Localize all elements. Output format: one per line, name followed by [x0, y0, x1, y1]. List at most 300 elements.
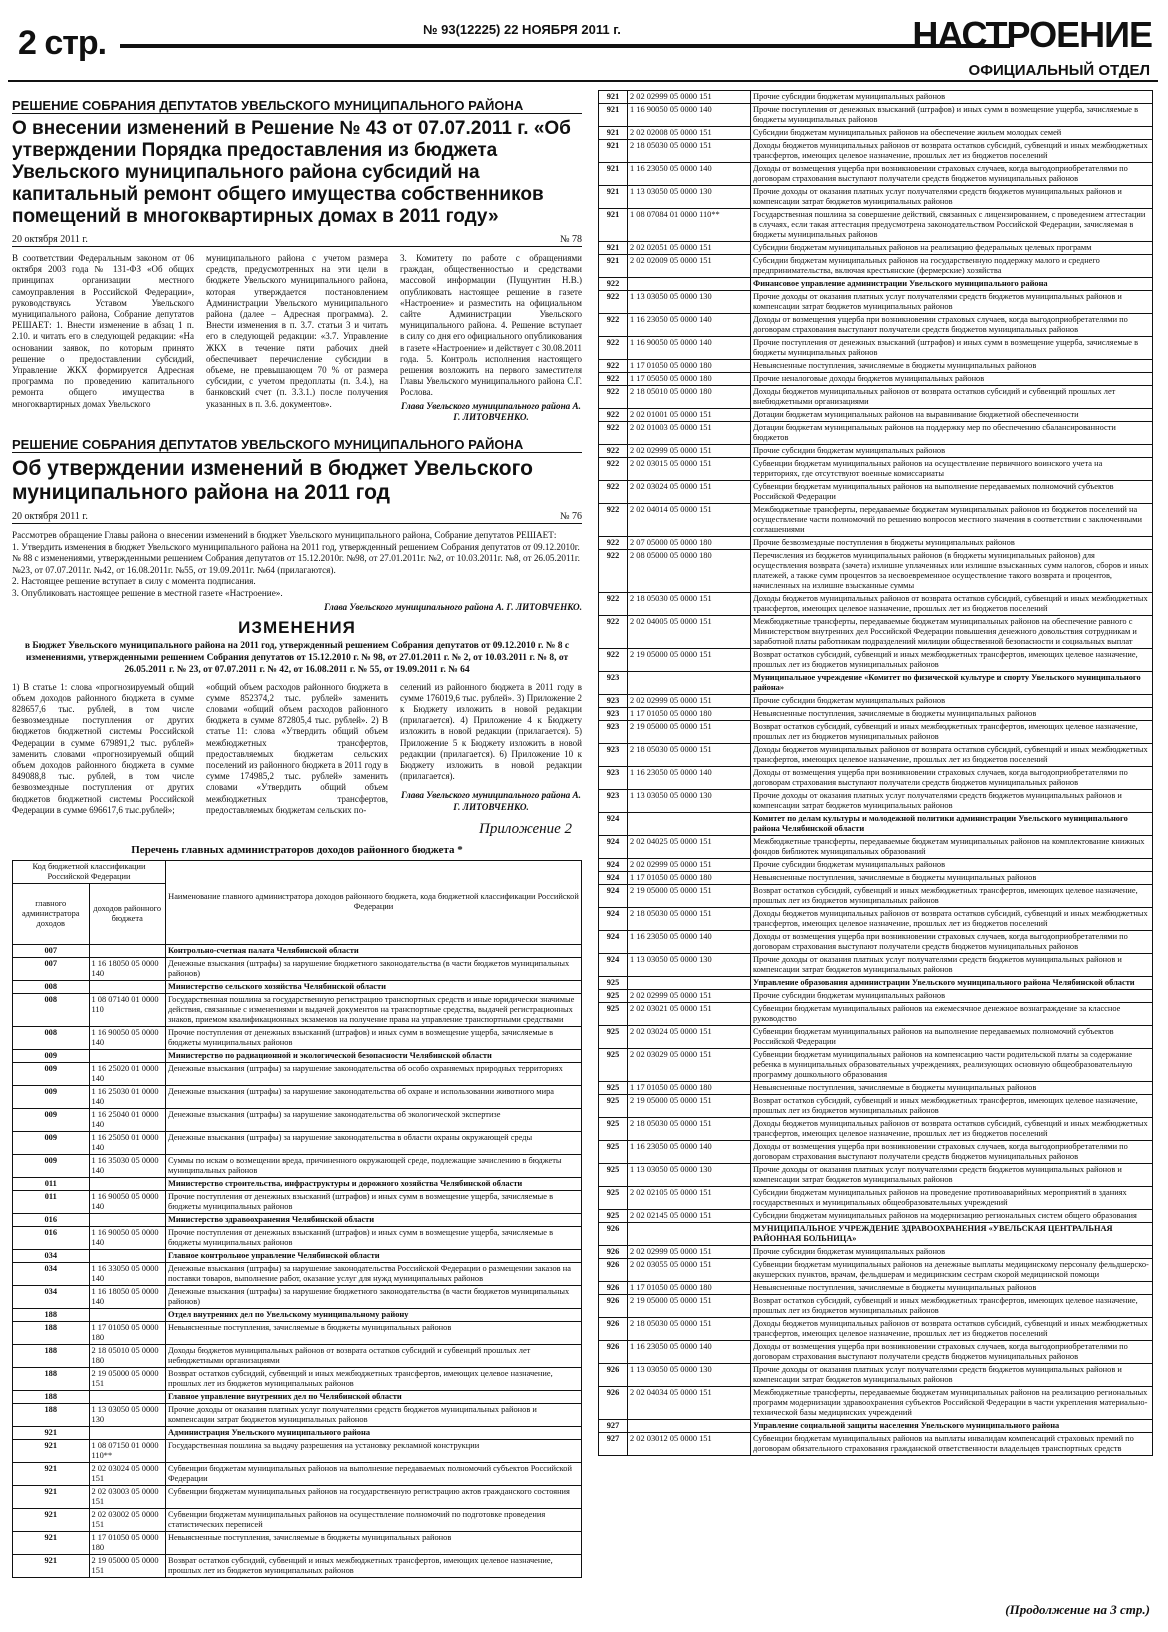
income-code-cell: 1 17 01050 05 0000 180	[89, 1531, 166, 1554]
income-code-cell	[628, 278, 751, 291]
income-code-cell: 1 16 23050 05 0000 140	[628, 314, 751, 337]
table-row	[13, 1308, 582, 1321]
income-code-cell: 2 02 02999 05 0000 151	[628, 445, 751, 458]
income-code-cell: 2 19 05000 05 0000 151	[628, 721, 751, 744]
table-row	[599, 1049, 1153, 1082]
admin-code-cell: 034	[13, 1249, 90, 1262]
doc2-body	[12, 530, 582, 600]
income-code-cell	[89, 980, 166, 993]
admin-code-cell: 925	[599, 990, 628, 1003]
admin-code-cell: 924	[599, 859, 628, 872]
income-code-cell: 1 13 03050 05 0000 130	[628, 1164, 751, 1187]
doc1-rubric: РЕШЕНИЕ СОБРАНИЯ ДЕПУТАТОВ УВЕЛЬСКОГО МУНИЦИПАЛЬНОГО РАЙОНА	[12, 98, 582, 114]
income-name-cell: Возврат остатков субсидий, субвенций и иных межбюджетных трансфертов, имеющих целевое назначение, прошлых лет из бюджетов муниципальных районов	[751, 1095, 1153, 1118]
income-code-cell: 2 02 03029 05 0000 151	[628, 1049, 751, 1082]
income-name-cell: Министерство здравоохранения Челябинской области	[166, 1213, 582, 1226]
admin-code-cell: 924	[599, 908, 628, 931]
doc1-number: № 78	[559, 234, 582, 245]
income-name-cell: Прочие поступления от денежных взысканий (штрафов) и иных сумм в возмещение ущерба, зачисляемые в бюджеты муниципальных районов	[166, 1026, 582, 1049]
changes-subtitle: в Бюджет Увельского муниципального района на 2011 год, утвержденный решением Собрания депутатов от 09.12.2010 г. № 8 с изменениями, утвержденными решением Собрания депутатов от 15.12.2010 г. № 98, от 27.01.2011 г. № 2, от 10.03.2011 г. № 8, от 26.05.2011 г. № 23, от 07.07.2011 г. № 42, от 16.08.2011 г. № 55, от 19.09.2011 г. № 64	[24, 640, 570, 675]
income-name-cell: Доходы бюджетов муниципальных районов от возврата остатков субсидий и субвенций прошлых лет небюджетными организациями	[166, 1344, 582, 1367]
table-header-row	[13, 860, 582, 883]
admin-code-cell: 924	[599, 931, 628, 954]
income-code-cell: 1 08 07084 01 0000 110**	[628, 209, 751, 242]
table-row	[599, 386, 1153, 409]
income-code-cell: 2 18 05010 05 0000 180	[89, 1344, 166, 1367]
table-row	[599, 1246, 1153, 1259]
admin-code-cell: 926	[599, 1246, 628, 1259]
admin-code-cell: 016	[13, 1213, 90, 1226]
table-row	[599, 593, 1153, 616]
income-code-cell: 2 18 05010 05 0000 180	[628, 386, 751, 409]
income-name-cell: Субсидии бюджетам муниципальных районов на реализацию федеральных целевых программ	[751, 242, 1153, 255]
admin-code-cell: 925	[599, 1026, 628, 1049]
table-row	[599, 209, 1153, 242]
income-name-cell: Субсидии бюджетам муниципальных районов на модернизацию региональных систем общего образования	[751, 1210, 1153, 1223]
income-name-cell: Доходы от возмещения ущерба при возникновении страховых случаев, когда выгодоприобретателями по договорам страхования выступают получатели средств бюджетов муниципальных районов	[751, 1341, 1153, 1364]
admin-code-cell: 924	[599, 836, 628, 859]
masthead	[8, 6, 1158, 70]
income-code-cell: 2 18 05030 05 0000 151	[628, 140, 751, 163]
admin-code-cell: 034	[13, 1285, 90, 1308]
table-row	[599, 672, 1153, 695]
income-code-cell	[89, 1249, 166, 1262]
income-code-cell: 2 02 02999 05 0000 151	[628, 695, 751, 708]
admin-code-cell: 922	[599, 386, 628, 409]
income-code-cell: 1 16 90050 05 0000 140	[628, 104, 751, 127]
income-name-cell: Межбюджетные трансферты, передаваемые бюджетам муниципальных районов на обеспечение равного с Министерством внутренних дел Российской Федерации повышения денежного довольствия сотрудникам и заработной платы работникам подразделений милиции общественной безопасности и социальных выплат	[751, 616, 1153, 649]
income-name-cell: Прочие поступления от денежных взысканий (штрафов) и иных сумм в возмещение ущерба, зачисляемые в бюджеты муниципальных районов	[166, 1190, 582, 1213]
income-code-cell: 2 08 05000 05 0000 180	[628, 550, 751, 593]
doc1-dateline	[12, 234, 582, 247]
admin-code-cell: 009	[13, 1062, 90, 1085]
admin-code-cell: 926	[599, 1295, 628, 1318]
income-code-cell	[628, 1223, 751, 1246]
table-row	[599, 140, 1153, 163]
table-row	[599, 255, 1153, 278]
income-code-cell: 2 02 03024 05 0000 151	[89, 1462, 166, 1485]
admin-code-cell: 925	[599, 1095, 628, 1118]
admin-code-cell: 921	[13, 1462, 90, 1485]
table-row	[13, 1285, 582, 1308]
name-column-header: Наименование главного администратора доходов районного бюджета, кода бюджетной классификации Российской Федерации	[166, 860, 582, 944]
admin-code-cell: 921	[13, 1508, 90, 1531]
table-row	[599, 872, 1153, 885]
income-name-cell: Отдел внутренних дел по Увельскому муниципальному району	[166, 1308, 582, 1321]
income-code-cell: 2 02 03055 05 0000 151	[628, 1259, 751, 1282]
income-code-cell: 1 16 23050 05 0000 140	[628, 163, 751, 186]
admin-code-cell: 188	[13, 1321, 90, 1344]
admin-code-cell: 921	[599, 242, 628, 255]
income-code-cell: 2 02 03003 05 0000 151	[89, 1485, 166, 1508]
table-row	[599, 1095, 1153, 1118]
income-name-cell: Межбюджетные трансферты, передаваемые бюджетам муниципальных районов на реализацию региональных программ модернизации здравоохранения субъектов Российской Федерации в части укрепления материально-технической базы медицинских учреждений	[751, 1387, 1153, 1420]
admin-code-cell: 922	[599, 278, 628, 291]
income-code-cell: 2 02 02051 05 0000 151	[628, 242, 751, 255]
doc2-dateline	[12, 511, 582, 524]
issue-line: № 93(12225) 22 НОЯБРЯ 2011 г.	[423, 22, 621, 37]
doc2-number: № 76	[559, 511, 582, 523]
doc2-p1: Рассмотрев обращение Главы района о внесении изменений в бюджет Увельского муниципального района, Собрание депутатов РЕШАЕТ:	[12, 530, 557, 541]
income-code-cell: 1 17 01050 05 0000 180	[628, 1282, 751, 1295]
admin-code-cell: 188	[13, 1403, 90, 1426]
right-column	[598, 90, 1153, 1600]
table-row	[599, 990, 1153, 1003]
income-name-cell: Министерство сельского хозяйства Челябинской области	[166, 980, 582, 993]
changes-body	[12, 682, 582, 817]
income-name-cell: Прочие неналоговые доходы бюджетов муниципальных районов	[751, 373, 1153, 386]
income-code-cell: 1 16 23050 05 0000 140	[628, 1141, 751, 1164]
income-code-cell: 2 18 05030 05 0000 151	[628, 1118, 751, 1141]
income-code-cell: 2 18 05030 05 0000 151	[628, 1318, 751, 1341]
income-name-cell: Прочие доходы от оказания платных услуг получателями средств бюджетов муниципальных районов и компенсации затрат бюджетов муниципальных районов	[751, 186, 1153, 209]
admin-code-cell: 925	[599, 1187, 628, 1210]
income-name-cell: Невыясненные поступления, зачисляемые в бюджеты муниципальных районов	[166, 1531, 582, 1554]
income-name-cell: Возврат остатков субсидий, субвенций и иных межбюджетных трансфертов, имеющих целевое назначение, прошлых лет из бюджетов муниципальных районов	[751, 649, 1153, 672]
income-name-cell: Прочие поступления от денежных взысканий (штрафов) и иных сумм в возмещение ущерба, зачисляемые в бюджеты муниципальных районов	[166, 1226, 582, 1249]
income-code-cell: 2 19 05000 05 0000 151	[89, 1554, 166, 1577]
admin-code-cell: 016	[13, 1226, 90, 1249]
admin-code-cell: 188	[13, 1367, 90, 1390]
income-name-cell: Субвенции бюджетам муниципальных районов на выполнение передаваемых полномочий субъектов Российской Федерации	[751, 481, 1153, 504]
income-code-cell: 2 18 05030 05 0000 151	[628, 908, 751, 931]
newspaper-page	[8, 6, 1158, 1626]
table-row	[599, 744, 1153, 767]
income-name-cell: Возврат остатков субсидий, субвенций и иных межбюджетных трансфертов, имеющих целевое назначение, прошлых лет из бюджетов муниципальных районов	[751, 721, 1153, 744]
income-code-cell: 1 16 35030 05 0000 140	[89, 1154, 166, 1177]
income-name-cell: Доходы бюджетов муниципальных районов от возврата остатков субсидий, субвенций и иных межбюджетных трансфертов, имеющих целевое назначение, прошлых лет из бюджетов поселений	[751, 1118, 1153, 1141]
table-row	[13, 1154, 582, 1177]
income-name-cell: Министерство по радиационной и экологической безопасности Челябинской области	[166, 1049, 582, 1062]
admin-code-cell: 011	[13, 1190, 90, 1213]
admin-code-cell: 921	[13, 1426, 90, 1439]
income-code-cell: 2 19 05000 05 0000 151	[628, 649, 751, 672]
table-row	[599, 708, 1153, 721]
income-name-cell: Управление социальной защиты населения Увельского муниципального района	[751, 1420, 1153, 1433]
table-row	[13, 1531, 582, 1554]
income-name-cell: Прочие доходы от оказания платных услуг получателями средств бюджетов муниципальных районов и компенсации затрат бюджетов муниципальных районов	[751, 291, 1153, 314]
admin-code-cell: 925	[599, 1164, 628, 1187]
admin-code-cell: 188	[13, 1390, 90, 1403]
table-row	[599, 616, 1153, 649]
admin-code-cell: 921	[599, 104, 628, 127]
income-name-cell: Дотации бюджетам муниципальных районов на выравнивание бюджетной обеспеченности	[751, 409, 1153, 422]
changes-title: ИЗМЕНЕНИЯ	[238, 617, 356, 637]
table-row	[13, 944, 582, 957]
income-code-cell: 2 02 03015 05 0000 151	[628, 458, 751, 481]
table-row	[13, 1344, 582, 1367]
table-row	[599, 550, 1153, 593]
income-code-cell: 1 16 25030 01 0000 140	[89, 1085, 166, 1108]
admin-code-cell: 926	[599, 1223, 628, 1246]
appendix-list-title: Перечень главных администраторов доходов районного бюджета *	[131, 843, 463, 856]
admin-code-cell: 924	[599, 872, 628, 885]
income-code-cell: 1 17 01050 05 0000 180	[628, 1082, 751, 1095]
income-code-cell	[628, 672, 751, 695]
income-name-cell: Невыясненные поступления, зачисляемые в бюджеты муниципальных районов	[751, 708, 1153, 721]
income-code-cell: 2 02 02999 05 0000 151	[628, 1246, 751, 1259]
admin-code-cell: 924	[599, 885, 628, 908]
income-name-cell: Доходы бюджетов муниципальных районов от возврата остатков субсидий и субвенций прошлых лет внебюджетными организациями	[751, 386, 1153, 409]
income-code-cell: 2 19 05000 05 0000 151	[628, 885, 751, 908]
admin-code-cell: 926	[599, 1387, 628, 1420]
income-name-cell: Доходы от возмещения ущерба при возникновении страховых случаев, когда выгодоприобретателями по договорам страхования выступают получатели средств бюджетов муниципальных районов	[751, 1141, 1153, 1164]
income-name-cell: Дотации бюджетам муниципальных районов на поддержку мер по обеспечению сбалансированности бюджетов	[751, 422, 1153, 445]
income-name-cell: Субвенции бюджетам муниципальных районов на денежные выплаты медицинскому персоналу фельдшерско-акушерских пунктов, врачам, фельдшерам и медицинским сестрам скорой медицинской помощи	[751, 1259, 1153, 1282]
table-row	[599, 931, 1153, 954]
income-code-cell: 2 02 02999 05 0000 151	[628, 990, 751, 1003]
admin-code-cell: 922	[599, 445, 628, 458]
doc1-col2: муниципального района с учетом размера средств, предусмотренных на эти цели в бюджете Увельского муниципального района, которая утверждается постановлением Администрации Увельского муниципального района (далее – Адресная программа). 2. Внести изменения в п. 3.7. статьи 3 и читать его в следующей редакции: «3.7. Управление ЖКХ в течение пяти рабочих дней обеспечивает перечисление субсидии в объеме, не превышающем 70 % от размера субсидии, с учетом предоплаты (п. 3.4.), на банковский счет (п. 3.3.1.) после получения указанных в п. 3.6. документов».	[206, 253, 388, 409]
income-code-cell: 2 19 05000 05 0000 151	[628, 1295, 751, 1318]
income-code-cell: 1 13 03050 05 0000 130	[628, 790, 751, 813]
admin-code-cell: 009	[13, 1154, 90, 1177]
income-code-cell: 1 16 90050 05 0000 140	[89, 1226, 166, 1249]
income-name-cell: Прочие субсидии бюджетам муниципальных районов	[751, 91, 1153, 104]
income-code-cell: 2 02 02999 05 0000 151	[628, 859, 751, 872]
table-row	[599, 977, 1153, 990]
table-row	[13, 1177, 582, 1190]
income-name-cell: Субвенции бюджетам муниципальных районов на государственную регистрацию актов гражданского состояния	[166, 1485, 582, 1508]
admin-code-cell: 922	[599, 458, 628, 481]
table-row	[599, 695, 1153, 708]
admin-code-cell: 011	[13, 1177, 90, 1190]
income-code-cell: 2 02 02145 05 0000 151	[628, 1210, 751, 1223]
income-name-cell: Денежные взыскания (штрафы) за нарушение законодательства в области охраны окружающей среды	[166, 1131, 582, 1154]
changes-col2: «общий объем расходов районного бюджета в сумме 852374,2 тыс. рублей» заменить словами «общий объем расходов районного бюджета в сумме 872805,4 тыс. рублей». 2) В статье 11: слова «Утвердить общий объем межбюджетных трансфертов, предоставляемых бюджетам сельских поселений из районного бюджета в 2011 году в сумме 174985,2 тыс. рублей» заменить словами «Утвердить общий объем межбюджетных трансфертов, предоставляемых бюджетам сельских по-	[206, 681, 388, 815]
table-row	[599, 1223, 1153, 1246]
income-name-cell: Возврат остатков субсидий, субвенций и иных межбюджетных трансфертов, имеющих целевое назначение, прошлых лет из бюджетов муниципальных районов	[751, 1295, 1153, 1318]
admin-code-cell: 922	[599, 360, 628, 373]
income-code-cell: 2 02 03021 05 0000 151	[628, 1003, 751, 1026]
income-name-cell: Доходы от возмещения ущерба при возникновении страховых случаев, когда выгодоприобретателями по договорам страхования выступают получатели средств бюджетов муниципальных районов	[751, 931, 1153, 954]
admin-code-cell: 921	[13, 1439, 90, 1462]
income-name-cell: Прочие доходы от оказания платных услуг получателями средств бюджетов муниципальных районов и компенсации затрат бюджетов муниципальных районов	[751, 1364, 1153, 1387]
income-name-cell: Прочие доходы от оказания платных услуг получателями средств бюджетов муниципальных районов и компенсации затрат бюджетов муниципальных районов	[751, 790, 1153, 813]
income-name-cell: Возврат остатков субсидий, субвенций и иных межбюджетных трансфертов, имеющих целевое назначение, прошлых лет из бюджетов муниципальных районов	[166, 1554, 582, 1577]
income-code-cell	[89, 1390, 166, 1403]
income-code-cell: 1 17 01050 05 0000 180	[89, 1321, 166, 1344]
admin-code-cell: 188	[13, 1308, 90, 1321]
income-code-cell: 1 17 01050 05 0000 180	[628, 360, 751, 373]
doc1-col3: 3. Комитету по работе с обращениями граждан, общественностью и средствами массовой информации (Пущунтин Н.В.) опубликовать настоящее решение в газете «Настроение» и разместить на официальном сайте Администрации Увельского муниципального района. 4. Решение вступает в силу со дня его официального опубликования в газете «Настроение» и действует с 30.08.2011 года. 5. Контроль исполнения настоящего решения возложить на первого заместителя Главы Увельского муниципального района С.Г. Рослова.	[400, 253, 582, 398]
table-row	[599, 813, 1153, 836]
admin-code-cell: 922	[599, 291, 628, 314]
doc1-signature: Глава Увельского муниципального района А. Г. ЛИТОВЧЕНКО.	[401, 400, 581, 422]
masthead-rule	[120, 44, 1010, 48]
income-name-cell: Доходы от возмещения ущерба при возникновении страховых случаев, когда выгодоприобретателями по договорам страхования выступают получатели средств бюджетов муниципальных районов	[751, 767, 1153, 790]
income-name-cell: Межбюджетные трансферты, передаваемые бюджетам муниципальных районов на комплектование книжных фондов библиотек муниципальных образований	[751, 836, 1153, 859]
income-code-cell: 2 19 05000 05 0000 151	[628, 1095, 751, 1118]
income-name-cell: Перечисления из бюджетов муниципальных районов (в бюджеты муниципальных районов) для осуществления возврата (зачета) излишне уплаченных или излишне взысканных сумм налогов, сборов и иных платежей, а также сумм процентов за несвоевременное осуществление такого возврата и процентов, начисленных на излишне взысканные суммы	[751, 550, 1153, 593]
income-name-cell: Доходы бюджетов муниципальных районов от возврата остатков субсидий, субвенций и иных межбюджетных трансфертов, имеющих целевое назначение, прошлых лет из бюджетов поселений	[751, 140, 1153, 163]
admin-code-cell: 927	[599, 1420, 628, 1433]
admin-code-cell: 921	[599, 163, 628, 186]
income-code-cell: 1 16 18050 05 0000 140	[89, 1285, 166, 1308]
doc2-p3: 2. Настоящее решение вступает в силу с момента подписания.	[12, 576, 256, 587]
income-code-cell	[89, 1177, 166, 1190]
income-name-cell: Главное контрольное управление Челябинской области	[166, 1249, 582, 1262]
income-code-cell: 1 16 23050 05 0000 140	[628, 1341, 751, 1364]
admin-code-cell: 923	[599, 695, 628, 708]
table-row	[13, 1462, 582, 1485]
income-code-cell	[628, 977, 751, 990]
section-title: ОФИЦИАЛЬНЫЙ ОТДЕЛ	[968, 62, 1150, 79]
table-row	[13, 1026, 582, 1049]
income-code-cell: 2 02 02105 05 0000 151	[628, 1187, 751, 1210]
income-name-cell: Прочие субсидии бюджетам муниципальных районов	[751, 445, 1153, 458]
income-code-cell: 2 02 03024 05 0000 151	[628, 481, 751, 504]
table-row	[599, 1318, 1153, 1341]
continuation-note: (Продолжение на 3 стр.)	[1005, 1602, 1150, 1617]
admin-code-cell: 923	[599, 790, 628, 813]
income-code-cell	[89, 1308, 166, 1321]
income-name-cell: Администрация Увельского муниципального района	[166, 1426, 582, 1439]
income-code-cell: 2 02 03024 05 0000 151	[628, 1026, 751, 1049]
income-name-cell: Прочие доходы от оказания платных услуг получателями средств бюджетов муниципальных районов и компенсации затрат бюджетов муниципальных районов	[751, 1164, 1153, 1187]
table-row	[599, 1259, 1153, 1282]
table-row	[599, 91, 1153, 104]
income-name-cell: Денежные взыскания (штрафы) за нарушение законодательства об охране и использовании животного мира	[166, 1085, 582, 1108]
income-name-cell: Прочие субсидии бюджетам муниципальных районов	[751, 859, 1153, 872]
income-code-cell: 2 02 04014 05 0000 151	[628, 504, 751, 537]
income-code-cell	[89, 1426, 166, 1439]
admin-code-cell: 923	[599, 767, 628, 790]
income-code-cell: 2 02 01003 05 0000 151	[628, 422, 751, 445]
income-name-cell: Доходы от возмещения ущерба при возникновении страховых случаев, когда выгодоприобретателями по договорам страхования выступают получатели средств бюджетов муниципальных районов	[751, 163, 1153, 186]
income-name-cell: Государственная пошлина за государственную регистрацию транспортных средств и иные юридически значимые действия, связанные с изменениями и выдачей документов на транспортные средства, выдачей регистрационных знаков, приемом квалификационных экзаменов на получение права на управление транспортными средствами	[166, 993, 582, 1026]
income-name-cell: Финансовое управление администрации Увельского муниципального района	[751, 278, 1153, 291]
table-row	[599, 1082, 1153, 1095]
table-row	[13, 1062, 582, 1085]
income-name-cell: Денежные взыскания (штрафы) за нарушение бюджетного законодательства (в части бюджетов муниципальных районов)	[166, 1285, 582, 1308]
admin-code-cell: 923	[599, 708, 628, 721]
income-name-cell: Доходы бюджетов муниципальных районов от возврата остатков субсидий, субвенций и иных межбюджетных трансфертов, имеющих целевое назначение, прошлых лет из бюджетов поселений	[751, 593, 1153, 616]
admin-code-cell: 922	[599, 649, 628, 672]
table-row	[599, 445, 1153, 458]
changes-signature: Глава Увельского муниципального района А. Г. ЛИТОВЧЕНКО.	[401, 790, 581, 812]
income-code-cell	[89, 1213, 166, 1226]
table-row	[599, 859, 1153, 872]
table-row	[599, 836, 1153, 859]
table-row	[599, 908, 1153, 931]
table-row	[13, 1321, 582, 1344]
table-row	[13, 957, 582, 980]
income-name-cell: Доходы от возмещения ущерба при возникновении страховых случаев, когда выгодоприобретателями по договорам страхования выступают получатели средств бюджетов муниципальных районов	[751, 314, 1153, 337]
income-code-cell: 2 02 02999 05 0000 151	[628, 91, 751, 104]
table-row	[599, 537, 1153, 550]
admin-code-cell: 926	[599, 1364, 628, 1387]
table-row	[599, 954, 1153, 977]
doc1-col1: В соответствии Федеральным законом от 06 октября 2003 года № 131-ФЗ «Об общих принципах организации местного самоуправления в Российской Федерации», руководствуясь Уставом Увельского муниципального района, Собрание депутатов РЕШАЕТ: 1. Внести изменение в абзац 1 п. 2.10. и читать его в следующей редакции: «На основании заявок, по которым принято решение о предоставлении субсидий, Управление ЖКХ формируется Адресная программа по проведению капитального ремонта общего имущества в многоквартирных домах Увельского	[12, 253, 194, 409]
table-row	[599, 291, 1153, 314]
admin-code-cell: 925	[599, 1141, 628, 1164]
admin-code-cell: 921	[13, 1485, 90, 1508]
table-row	[13, 1085, 582, 1108]
income-name-cell: Прочие субсидии бюджетам муниципальных районов	[751, 1246, 1153, 1259]
income-name-cell: Субвенции бюджетам муниципальных районов на ежемесячное денежное вознаграждение за классное руководство	[751, 1003, 1153, 1026]
income-name-cell: Невыясненные поступления, зачисляемые в бюджеты муниципальных районов	[751, 872, 1153, 885]
admin-code-cell: 922	[599, 373, 628, 386]
doc1-date: 20 октября 2011 г.	[12, 234, 88, 245]
table-row	[599, 458, 1153, 481]
changes-col3: селений из районного бюджета в 2011 году в сумме 176019,6 тыс. рублей». 3) Приложение 2 к Бюджету изложить в новой редакции (прилагается). 4) Приложение 4 к Бюджету изложить в новой редакции (прилагается). 5) Приложение 5 к Бюджету изложить в новой редакции (прилагается). 6) Приложение 10 к Бюджету изложить в новой редакции (прилагается).	[400, 681, 582, 782]
income-name-cell: Денежные взыскания (штрафы) за нарушение законодательства об экологической экспертизе	[166, 1108, 582, 1131]
income-code-cell: 1 16 25050 01 0000 140	[89, 1131, 166, 1154]
table-row	[599, 337, 1153, 360]
income-code-cell: 1 13 03050 05 0000 130	[628, 186, 751, 209]
table-row	[599, 360, 1153, 373]
admin-code-cell: 921	[13, 1531, 90, 1554]
income-code-cell: 1 13 03050 05 0000 130	[628, 954, 751, 977]
income-name-cell: Главное управление внутренних дел по Челябинской области	[166, 1390, 582, 1403]
table-row	[599, 373, 1153, 386]
income-name-cell: Субсидии бюджетам муниципальных районов на проведение противоаварийных мероприятий в зданиях государственных и муниципальных общеобразовательных учреждений	[751, 1187, 1153, 1210]
admin-code-cell: 921	[599, 255, 628, 278]
admin-code-cell: 924	[599, 813, 628, 836]
table-row	[13, 1213, 582, 1226]
doc1-title: О внесении изменений в Решение № 43 от 07.07.2011 г. «Об утверждении Порядка предоставления из бюджета Увельского муниципального района субсидий на капитальный ремонт общего имущества собственников помещений в многоквартирных домах в 2011 году»	[12, 118, 571, 227]
admin-code-cell: 922	[599, 481, 628, 504]
left-income-table	[12, 860, 582, 1578]
income-code-cell: 1 08 07140 01 0000 110	[89, 993, 166, 1026]
income-name-cell: Субвенции бюджетам муниципальных районов на осуществление первичного воинского учета на территориях, где отсутствуют военные комиссариаты	[751, 458, 1153, 481]
table-row	[599, 504, 1153, 537]
admin-code-cell: 925	[599, 1049, 628, 1082]
table-row	[599, 422, 1153, 445]
admin-code-cell: 922	[599, 550, 628, 593]
admin-code-cell: 926	[599, 1318, 628, 1341]
table-row	[599, 104, 1153, 127]
income-code-cell	[628, 1420, 751, 1433]
admin-code-cell: 923	[599, 672, 628, 695]
admin-code-cell: 009	[13, 1108, 90, 1131]
admin-code-cell: 921	[599, 209, 628, 242]
changes-col1: 1) В статье 1: слова «прогнозируемый общий объем доходов районного бюджета в сумме 828657,6 тыс. рублей, в том числе безвозмездные поступления от других бюджетов бюджетной системы Российской Федерации в сумме 679891,2 тыс. рублей» заменить словами «прогнозируемый общий объем доходов районного бюджета в сумме 849088,8 тыс. рублей, в том числе безвозмездные поступления от других бюджетов бюджетной системы Российской Федерации в сумме 696617,6 тыс.рублей»;	[12, 681, 194, 815]
income-code-cell: 1 16 25020 01 0000 140	[89, 1062, 166, 1085]
income-name-cell: Денежные взыскания (штрафы) за нарушение законодательства об особо охраняемых природных территориях	[166, 1062, 582, 1085]
table-row	[599, 1282, 1153, 1295]
admin-code-cell: 925	[599, 1210, 628, 1223]
income-name-cell: Субвенции бюджетам муниципальных районов на выполнение передаваемых полномочий субъектов Российской Федерации	[166, 1462, 582, 1485]
income-name-cell: Возврат остатков субсидий, субвенций и иных межбюджетных трансфертов, имеющих целевое назначение, прошлых лет из бюджетов муниципальных районов	[751, 885, 1153, 908]
table-row	[599, 1341, 1153, 1364]
admin-code-cell: 922	[599, 616, 628, 649]
doc2-p2: 1. Утвердить изменения в бюджет Увельского муниципального района на 2011 год, утвержденный решением Собрания депутатов от 09.12.2010г. № 88 с изменениями, утвержденными решением Собрания депутатов от 15.12.2010г. №98, от 27.01.2011г. №2, от 10.03.2011г. №8, от 26.05.2011г. №23, от 07.07.2011г. №42, от 16.08.2011г. №55, от 19.09.2011г. №64 (прилагаются).	[12, 541, 580, 575]
income-code-cell: 1 16 23050 05 0000 140	[628, 767, 751, 790]
income-code-cell: 1 16 90050 05 0000 140	[628, 337, 751, 360]
income-name-cell: Государственная пошлина за выдачу разрешения на установку рекламной конструкции	[166, 1439, 582, 1462]
income-name-cell: Прочие доходы от оказания платных услуг получателями средств бюджетов муниципальных районов и компенсации затрат бюджетов муниципальных районов	[166, 1403, 582, 1426]
income-code-cell: 1 13 03050 05 0000 130	[628, 1364, 751, 1387]
table-row	[599, 1118, 1153, 1141]
admin-code-cell: 922	[599, 314, 628, 337]
admin-code-cell: 921	[599, 186, 628, 209]
income-code-cell: 2 02 03012 05 0000 151	[628, 1433, 751, 1456]
table-row	[13, 1367, 582, 1390]
table-row	[599, 186, 1153, 209]
income-name-cell: Невыясненные поступления, зачисляемые в бюджеты муниципальных районов	[166, 1321, 582, 1344]
admin-code-cell: 921	[599, 127, 628, 140]
doc2-signature: Глава Увельского муниципального района А. Г. ЛИТОВЧЕНКО.	[324, 601, 582, 612]
income-code-cell: 1 16 23050 05 0000 140	[628, 931, 751, 954]
admin-code-cell: 926	[599, 1282, 628, 1295]
admin-code-cell: 923	[599, 721, 628, 744]
admin-code-cell: 922	[599, 593, 628, 616]
table-row	[599, 767, 1153, 790]
table-row	[599, 1364, 1153, 1387]
table-row	[13, 1262, 582, 1285]
